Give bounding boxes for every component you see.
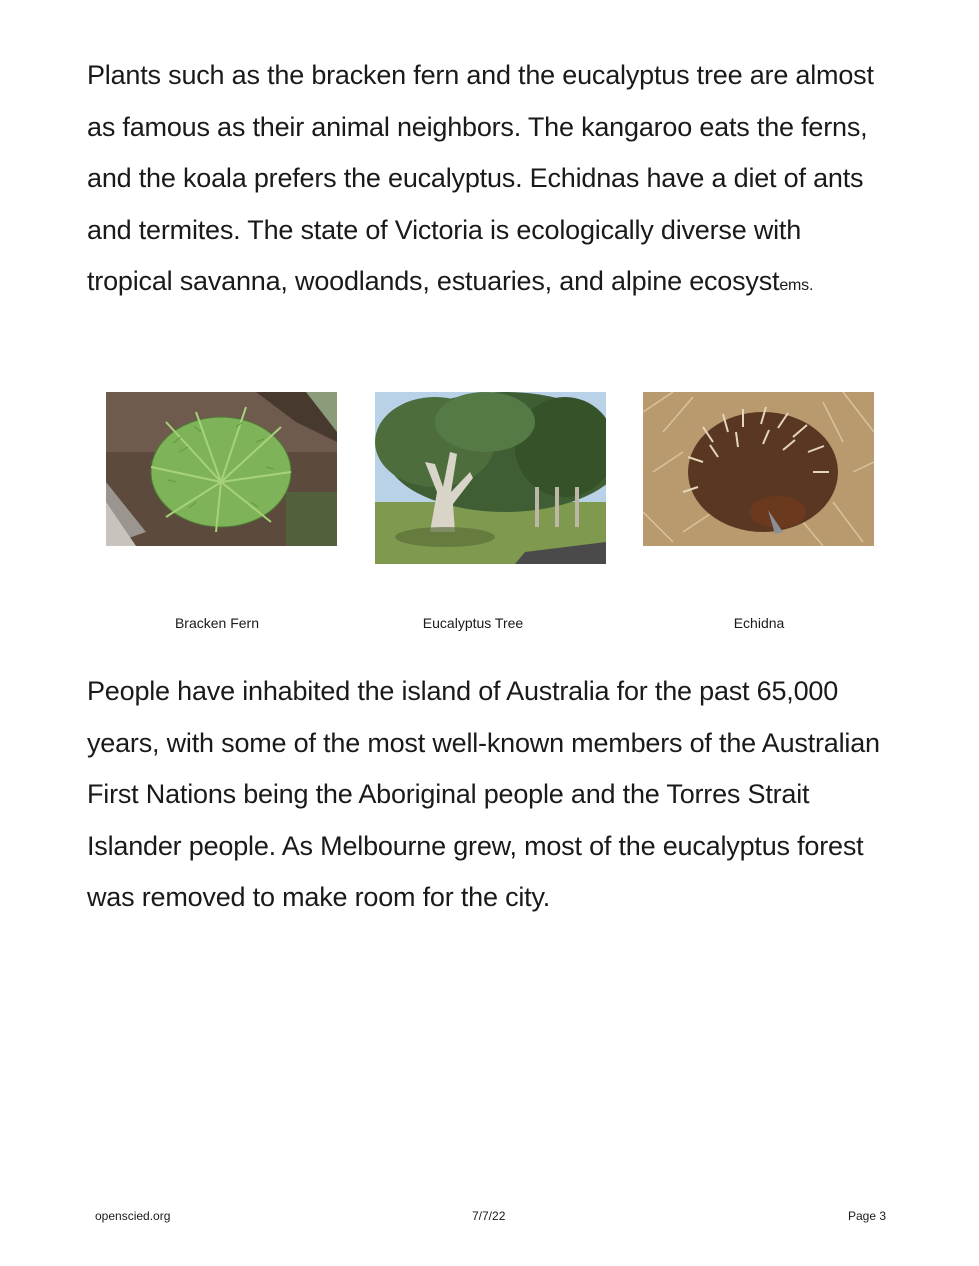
paragraph-plants-main: Plants such as the bracken fern and the eucalyptus tree are almost as famous as their animal neighbors. The kangaroo eats the ferns, and the koala prefers the eucalyptus. Echidnas have a diet of ants and termites. The state of Victoria is ecologically diverse with tropical savanna, woodlands, estuaries, and alpine ecosyst (87, 60, 874, 296)
caption-echidna: Echidna (733, 615, 785, 631)
paragraph-plants-tail: ems. (779, 277, 814, 294)
paragraph-people-history: People have inhabited the island of Australia for the past 65,000 years, with some of the most well-known members of the Australian First Nations being the Aboriginal people and the Torres Strait Islander people. As Melbourne grew, most of the eucalyptus forest was removed to make room for the city. (87, 676, 880, 912)
footer-date: 7/7/22 (472, 1209, 506, 1223)
echidna-photo (643, 392, 874, 546)
caption-bracken-fern: Bracken Fern (174, 615, 260, 631)
bracken-fern-photo (106, 392, 337, 546)
caption-eucalyptus-tree: Eucalyptus Tree (422, 615, 524, 631)
footer-site-link[interactable]: openscied.org (95, 1209, 171, 1223)
footer-page-number: Page 3 (848, 1209, 887, 1223)
paragraph-plants-animals (87, 50, 887, 312)
eucalyptus-tree-photo (375, 392, 606, 564)
